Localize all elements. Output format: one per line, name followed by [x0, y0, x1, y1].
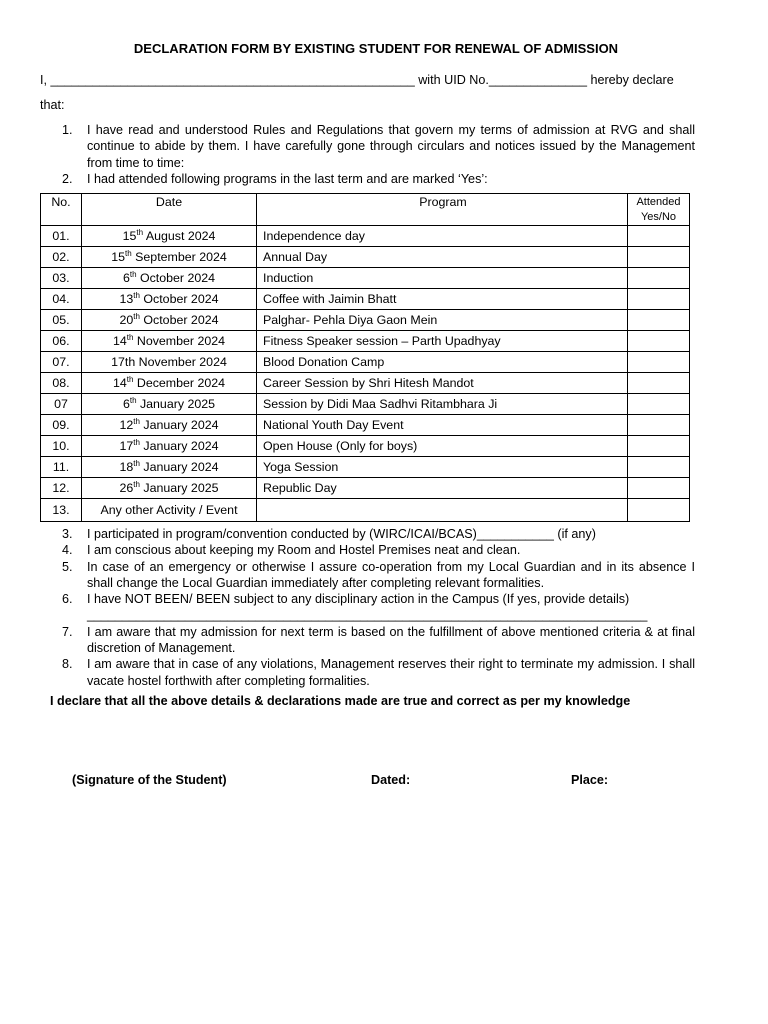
cell-no: 06. — [41, 331, 82, 352]
cell-no: 13. — [41, 499, 82, 522]
item-text: I participated in program/convention conducted by (WIRC/ICAI/BCAS)___________ (if any) — [87, 527, 596, 541]
cell-date — [82, 331, 257, 352]
cell-no: 02. — [41, 247, 82, 268]
cell-program: National Youth Day Event — [257, 415, 628, 436]
cell-attended-input[interactable] — [628, 331, 690, 352]
cell-date — [82, 268, 257, 289]
date-rest: January 2025 — [136, 397, 216, 411]
date-suffix: th — [136, 228, 144, 237]
cell-attended-input[interactable] — [628, 436, 690, 457]
cell-no: 07. — [41, 352, 82, 373]
date-day: 15 — [111, 250, 126, 264]
date-day: Any other Activity / Event — [100, 503, 238, 517]
table-row — [41, 331, 690, 352]
date-day: 18 — [119, 460, 134, 474]
header-program: Program — [257, 194, 628, 226]
table-row — [41, 268, 690, 289]
cell-date — [82, 289, 257, 310]
date-day: 6 — [122, 397, 130, 411]
table-row — [41, 310, 690, 331]
cell-attended-input[interactable] — [628, 499, 690, 522]
date-suffix: th — [129, 396, 137, 405]
cell-date — [82, 457, 257, 478]
date-rest: September 2024 — [131, 250, 227, 264]
item-text: I am conscious about keeping my Room and Hostel Premises neat and clean. — [87, 543, 521, 558]
date-day: 15 — [122, 229, 137, 243]
cell-date — [82, 478, 257, 499]
table-row — [41, 226, 690, 247]
date-rest: January 2025 — [139, 481, 219, 495]
table-row — [41, 247, 690, 268]
cell-attended-input[interactable] — [628, 310, 690, 331]
dated-label: Dated: — [371, 773, 411, 787]
cell-no: 05. — [41, 310, 82, 331]
cell-attended-input[interactable] — [628, 478, 690, 499]
date-suffix: th — [125, 249, 132, 258]
cell-date — [82, 436, 257, 457]
item-number: 5. — [62, 559, 73, 574]
date-suffix: th — [133, 291, 140, 300]
form-title: DECLARATION FORM BY EXISTING STUDENT FOR RENEWAL OF ADMISSION — [133, 41, 619, 56]
cell-program: Induction — [257, 268, 628, 289]
item-number: 6. — [62, 592, 73, 607]
declaration-item — [40, 542, 695, 558]
cell-program: Fitness Speaker session – Parth Upadhyay — [257, 331, 628, 352]
item-number: 1. — [62, 123, 73, 137]
declaration-item — [40, 624, 695, 657]
cell-program: Palghar- Pehla Diya Gaon Mein — [257, 310, 628, 331]
date-rest: October 2024 — [139, 292, 219, 306]
cell-program: Coffee with Jaimin Bhatt — [257, 289, 628, 310]
item-text: I had attended following programs in the last term and are marked ‘Yes’: — [87, 171, 488, 186]
item-number: 3. — [62, 527, 73, 541]
cell-date — [82, 373, 257, 394]
date-rest: January 2024 — [139, 418, 219, 432]
declaration-item — [40, 559, 695, 592]
cell-program: Annual Day — [257, 247, 628, 268]
details-blank-line: ________________________________________________________________________________ — [87, 608, 648, 623]
declaration-item — [40, 526, 695, 542]
item-number: 8. — [62, 657, 73, 672]
cell-attended-input[interactable] — [628, 352, 690, 373]
date-rest: December 2024 — [133, 376, 226, 390]
table-row — [41, 289, 690, 310]
final-declaration: I declare that all the above details & declarations made are true and correct as per my knowledge — [50, 694, 631, 708]
cell-no: 09. — [41, 415, 82, 436]
programs-table — [40, 193, 690, 522]
cell-no: 12. — [41, 478, 82, 499]
cell-program: Independence day — [257, 226, 628, 247]
date-day: 12 — [119, 418, 134, 432]
cell-no: 11. — [41, 457, 82, 478]
date-suffix: th — [133, 459, 140, 468]
cell-program: Blood Donation Camp — [257, 352, 628, 373]
item-text: I have NOT BEEN/ BEEN subject to any disciplinary action in the Campus (If yes, provide details) — [87, 592, 630, 607]
cell-date — [82, 415, 257, 436]
header-attended: Attended Yes/No — [628, 194, 690, 226]
header-no: No. — [41, 194, 82, 226]
date-day: 6 — [122, 271, 130, 285]
cell-no: 01. — [41, 226, 82, 247]
date-suffix: th — [133, 438, 140, 447]
cell-attended-input[interactable] — [628, 226, 690, 247]
date-day: 17th November 2024 — [111, 355, 227, 369]
table-row — [41, 457, 690, 478]
cell-program: Session by Didi Maa Sadhvi Ritambhara Ji — [257, 394, 628, 415]
item-number: 4. — [62, 543, 73, 558]
table-header-row — [41, 194, 690, 226]
cell-no: 07 — [41, 394, 82, 415]
cell-no: 10. — [41, 436, 82, 457]
cell-date — [82, 310, 257, 331]
date-rest: October 2024 — [139, 313, 219, 327]
cell-attended-input[interactable] — [628, 247, 690, 268]
item-text: I am aware that my admission for next term is based on the fulfillment of above mentioned criteria & at final discretion of Management. — [87, 624, 695, 656]
header-date: Date — [82, 194, 257, 226]
cell-program — [257, 499, 628, 522]
declarations-top — [40, 122, 695, 187]
item-text: In case of an emergency or otherwise I assure co-operation from my Local Guardian and in its absence I shall change the Local Guardian immediately after completing relevant formalities. — [87, 559, 695, 590]
declaration-item — [40, 122, 695, 171]
cell-no: 03. — [41, 268, 82, 289]
cell-attended-input[interactable] — [628, 268, 690, 289]
table-row — [41, 478, 690, 499]
cell-attended-input[interactable] — [628, 394, 690, 415]
cell-attended-input[interactable] — [628, 457, 690, 478]
declarant-line: I, ____________________________________________________ with UID No.______________ hereby declare — [40, 73, 674, 87]
table-row — [41, 394, 690, 415]
cell-attended-input[interactable] — [628, 415, 690, 436]
cell-program: Open House (Only for boys) — [257, 436, 628, 457]
declaration-item — [40, 171, 695, 187]
date-rest: January 2024 — [139, 439, 219, 453]
cell-no: 04. — [41, 289, 82, 310]
date-suffix: th — [133, 480, 140, 489]
date-suffix: th — [133, 312, 140, 321]
date-suffix: th — [126, 375, 134, 384]
cell-date — [82, 394, 257, 415]
date-day: 14 — [112, 376, 127, 390]
cell-date — [82, 499, 257, 522]
table-row — [41, 499, 690, 522]
cell-program: Republic Day — [257, 478, 628, 499]
cell-date — [82, 247, 257, 268]
item-text: I am aware that in case of any violations, Management reserves their right to terminate my admission. I shall vacate hostel forthwith after completing formalities. — [87, 657, 695, 688]
cell-program: Yoga Session — [257, 457, 628, 478]
cell-date — [82, 352, 257, 373]
cell-attended-input[interactable] — [628, 373, 690, 394]
date-day: 17 — [119, 439, 134, 453]
cell-no: 08. — [41, 373, 82, 394]
date-rest: January 2024 — [139, 460, 219, 474]
cell-attended-input[interactable] — [628, 289, 690, 310]
declarations-bottom — [40, 526, 695, 689]
table-row — [41, 415, 690, 436]
date-suffix: th — [126, 333, 134, 342]
cell-date — [82, 226, 257, 247]
date-day: 20 — [119, 313, 134, 327]
declaration-item — [40, 591, 695, 624]
declaration-item — [40, 656, 695, 689]
item-number: 7. — [62, 624, 73, 639]
date-suffix: th — [129, 270, 137, 279]
date-day: 14 — [112, 334, 127, 348]
date-day: 26 — [119, 481, 134, 495]
date-rest: November 2024 — [133, 334, 226, 348]
declarant-line-continuation: that: — [40, 98, 65, 112]
table-row — [41, 436, 690, 457]
date-day: 13 — [119, 292, 134, 306]
item-text: I have read and understood Rules and Regulations that govern my terms of admission at RVG and shall continue to abide by them. I have carefully gone through circulars and notices issued by the Management from time to time: — [87, 123, 695, 170]
cell-program: Career Session by Shri Hitesh Mandot — [257, 373, 628, 394]
date-suffix: th — [133, 417, 140, 426]
date-rest: August 2024 — [143, 229, 216, 243]
table-row — [41, 373, 690, 394]
item-number: 2. — [62, 171, 73, 186]
place-label: Place: — [571, 773, 609, 787]
student-signature-label: (Signature of the Student) — [72, 773, 227, 787]
table-row — [41, 352, 690, 373]
date-rest: October 2024 — [136, 271, 216, 285]
